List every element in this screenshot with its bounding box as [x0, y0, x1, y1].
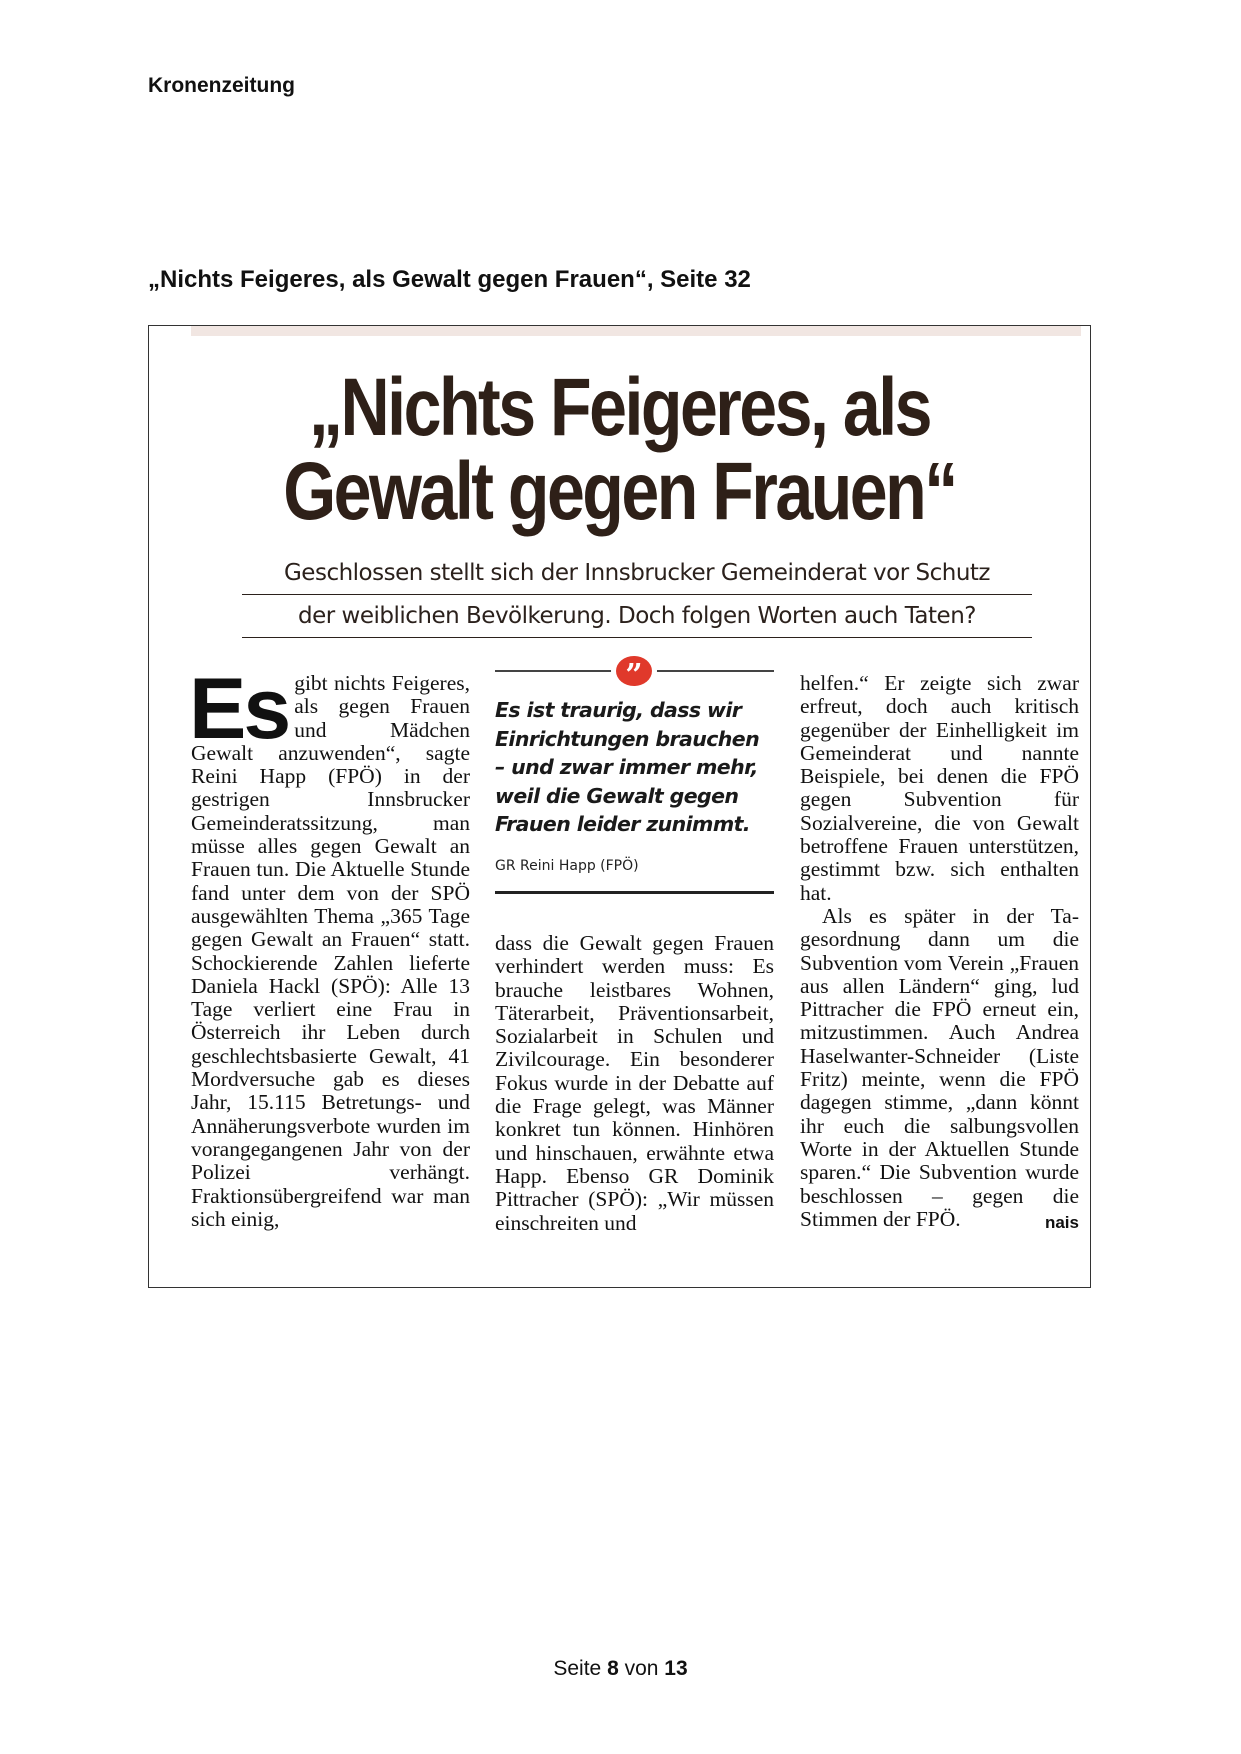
- footer-middle: von: [624, 1657, 659, 1680]
- document-title: „Nichts Feigeres, als Gewalt gegen Frauen“, Seite 32: [148, 266, 751, 293]
- column-2-text: dass die Gewalt gegen Frauen verhindert werden muss: Es brauche leistbares Wohnen, Täterarbeit, Präventionsarbeit, Sozialarbeit in Schulen und Zivilcourage. Ein besonderer Fokus wurde in der Debatte auf die Frage gelegt, was Männer konkret tun können. Hinhören und hinschauen, erwähnte etwa Happ. Ebenso GR Dominik Pittracher (SPÖ): „Wir müssen einschreiten und: [495, 931, 774, 1235]
- quote-author: GR Reini Happ (FPÖ): [495, 858, 639, 874]
- column-3-paragraph-1: helfen.“ Er zeigte sich zwar erfreut, doch auch kritisch gegenüber der Einhelligkeit im Gemeinderat und nannte Beispiele, bei denen die FPÖ gegen Subvention für Sozialvereine, die von Gewalt betroffene Frauen unterstützen, gestimmt bzw. sich enthalten hat.: [800, 671, 1079, 905]
- drop-cap: Es: [189, 661, 289, 757]
- pull-quote: [495, 656, 774, 896]
- footer-prefix: Seite: [553, 1657, 602, 1680]
- deck-line-1: Geschlossen stellt sich der Innsbrucker Gemeinderat vor Schutz: [242, 552, 1032, 595]
- column-3-paragraph-2-text: Als es später in der Tagesordnung dann um die Subvention vom Verein „Frauen aus allen Ländern“ ging, lud Pittracher die FPÖ erneut ein, mitzustimmen. Auch Andrea Haselwanter-Schneider (Liste Fritz) meinte, wenn die FPÖ dagegen stimme, „dann könnt ihr euch die salbungsvollen Worte in der Aktuellen Stunde sparen.“ Die Subvention wurde beschlossen – gegen die Stimmen der FPÖ.: [800, 903, 1079, 1231]
- headline-line-1: „Nichts Feigeres, als: [308, 362, 931, 453]
- footer-page-total: 13: [664, 1657, 688, 1680]
- headline-line-2: Gewalt gegen Frauen“: [283, 446, 956, 537]
- quote-mark-icon: ”: [616, 656, 652, 686]
- deck-line-2: der weiblichen Bevölkerung. Doch folgen Worten auch Taten?: [242, 595, 1032, 638]
- article-column-2: [495, 932, 774, 1235]
- page-footer: [0, 1657, 1241, 1681]
- column-3-paragraph-2: [800, 905, 1079, 1231]
- article-deck: [242, 552, 1032, 638]
- author-byline: nais: [1044, 1212, 1079, 1232]
- article-headline: [229, 362, 1010, 537]
- top-color-band: [191, 326, 1081, 336]
- source-label: Kronenzeitung: [148, 74, 295, 97]
- quote-rule-bottom: [495, 891, 774, 894]
- article-column-1: [189, 661, 470, 1231]
- column-1-text: gibt nichts Feigeres, als gegen Frauen und Mädchen Gewalt anzuwenden“, sagte Reini Happ (FPÖ) in der gestrigen Innsbrucker Gemeinderatssitzung, man müsse alles gegen Gewalt an Frauen tun. Die Aktuelle Stunde fand unter dem von der SPÖ ausgewählten Thema „365 Tage gegen Gewalt an Frauen“ statt. Schockierende Zahlen lieferte Daniela Hackl (SPÖ): Alle 13 Tage verliert eine Frau in Österreich ihr Leben durch geschlechtsbasierte Gewalt, 41 Mordversuche gab es dieses Jahr, 15.115 Betretungs- und Annäherungsverbote wurden im vorangegangenen Jahr von der Polizei verhängt. Fraktionsübergreifend war man sich einig,: [191, 671, 470, 1231]
- quote-text: Es ist traurig, dass wir Einrichtungen brauchen – und zwar immer mehr, weil die Gewalt gegen Frauen leider zunimmt.: [495, 698, 760, 836]
- footer-page-number: 8: [607, 1657, 619, 1680]
- newspaper-clipping: [148, 325, 1091, 1288]
- article-column-3: [800, 672, 1079, 1234]
